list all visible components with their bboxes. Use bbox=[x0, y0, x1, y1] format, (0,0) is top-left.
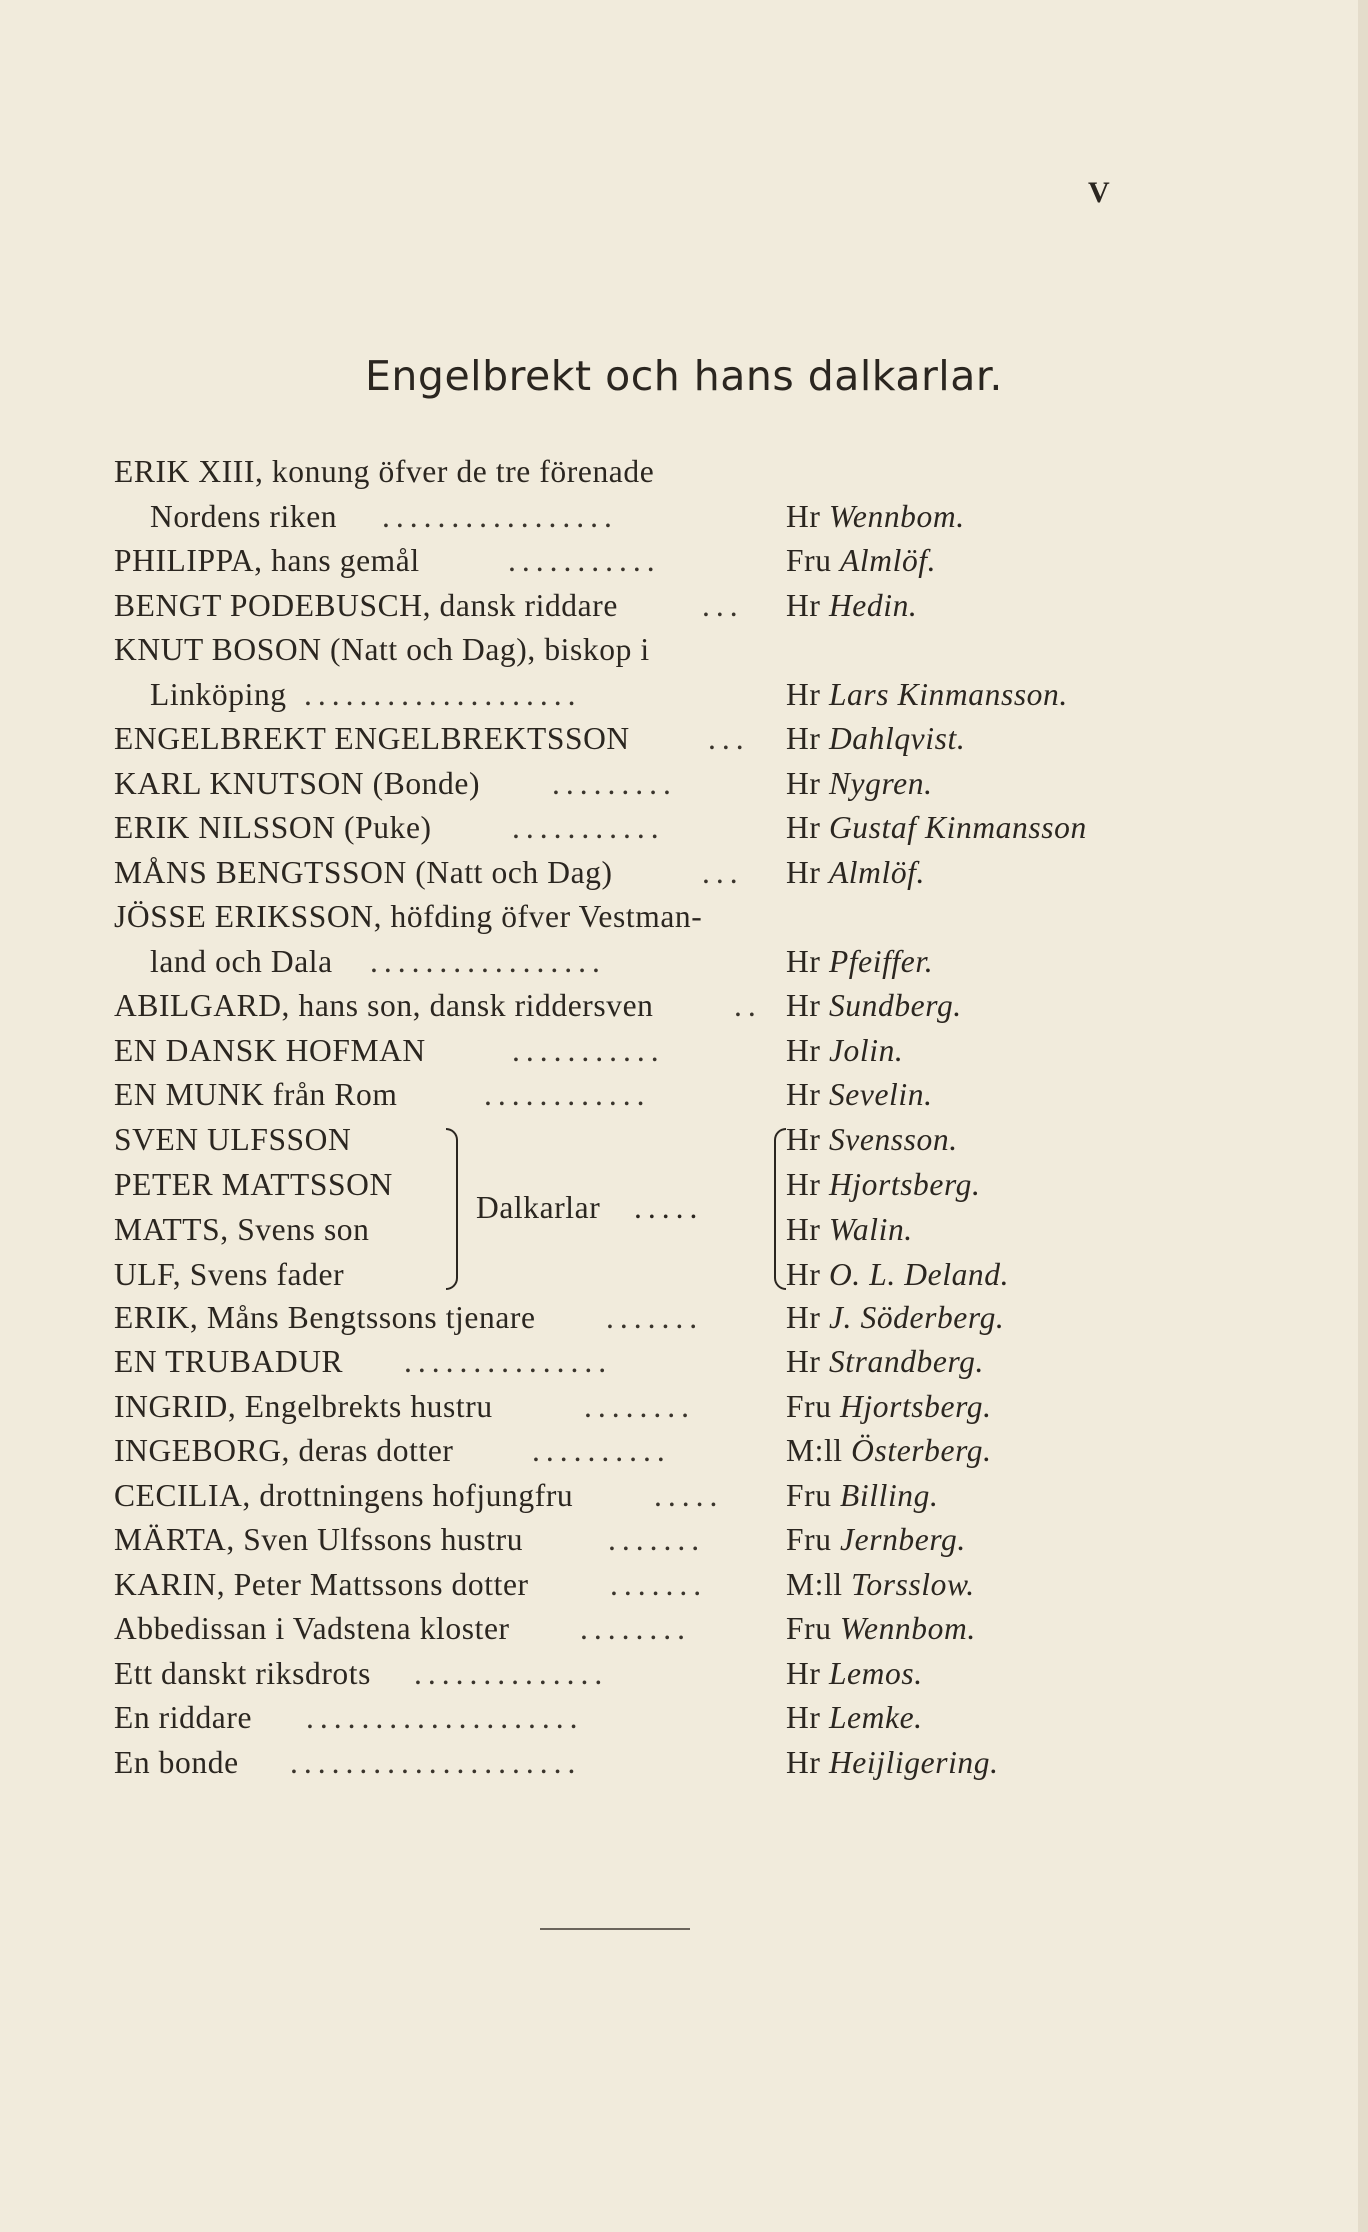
actor-title: Hr bbox=[786, 587, 821, 623]
role-name: INGRID, Engelbrekts hustru bbox=[114, 1388, 493, 1424]
role-name: Linköping bbox=[150, 676, 287, 712]
cast-entry bbox=[114, 895, 1264, 940]
leader-dots: .................... bbox=[304, 676, 582, 712]
cast-entry bbox=[114, 450, 1264, 495]
actor-name: Hjortsberg. bbox=[828, 1166, 981, 1202]
role-name: ERIK NILSSON (Puke) bbox=[114, 810, 432, 845]
role-name: Ett danskt riksdrots bbox=[114, 1655, 371, 1691]
actor-name: Sevelin. bbox=[828, 1077, 933, 1112]
actor-name: Walin. bbox=[828, 1211, 913, 1247]
leader-dots: ....... bbox=[610, 1566, 708, 1602]
cast-entry bbox=[114, 762, 1264, 807]
actor-name: Wennbom. bbox=[840, 1611, 976, 1646]
actor-name: Strandberg. bbox=[828, 1344, 984, 1379]
page-title: Engelbrekt och hans dalkarlar. bbox=[365, 352, 1003, 400]
leader-dots: ....... bbox=[606, 1299, 704, 1335]
actor-name: Almlöf. bbox=[840, 543, 937, 578]
cast-entry bbox=[114, 806, 1264, 851]
leader-dots: ........... bbox=[512, 1032, 665, 1068]
actor-title: Hr bbox=[786, 854, 821, 890]
actor-title: Hr bbox=[786, 1077, 821, 1112]
actor bbox=[786, 1300, 1004, 1336]
role-name: BENGT PODEBUSCH, dansk riddare bbox=[114, 587, 618, 623]
cast-entry bbox=[114, 717, 1264, 762]
actor-name: Österberg. bbox=[851, 1433, 992, 1468]
actor-name: Heijligering. bbox=[828, 1744, 999, 1780]
actor bbox=[786, 1745, 999, 1781]
leader-dots: ... bbox=[702, 854, 744, 890]
right-brace bbox=[774, 1128, 786, 1290]
leader-dots: ......... bbox=[552, 765, 677, 801]
actor bbox=[786, 855, 925, 891]
actor-title: Hr bbox=[786, 676, 821, 712]
role-name: SVEN ULFSSON bbox=[114, 1121, 352, 1157]
cast-entry bbox=[114, 1696, 1264, 1741]
cast-entry bbox=[114, 984, 1264, 1029]
leader-dots: .. bbox=[734, 988, 762, 1023]
cast-list bbox=[114, 450, 1264, 1785]
actor bbox=[786, 1212, 913, 1248]
actor bbox=[786, 810, 1087, 846]
role-name: ERIK XIII, konung öfver de tre förenade bbox=[114, 454, 655, 489]
cast-entry bbox=[114, 1029, 1264, 1074]
left-brace bbox=[446, 1128, 458, 1290]
cast-entry bbox=[114, 851, 1264, 896]
leader-dots: ............... bbox=[404, 1344, 613, 1379]
role-name: MÅNS BENGTSSON (Natt och Dag) bbox=[114, 854, 613, 890]
actor-title: Fru bbox=[786, 1611, 832, 1646]
role-name: KARIN, Peter Mattssons dotter bbox=[114, 1566, 529, 1602]
cast-entry bbox=[114, 584, 1264, 629]
actor-name: Almlöf. bbox=[828, 854, 926, 890]
role-name: land och Dala bbox=[150, 943, 333, 979]
leader-dots: .................... bbox=[306, 1700, 584, 1735]
role-name: KNUT BOSON (Natt och Dag), biskop i bbox=[114, 632, 650, 667]
role-name: EN TRUBADUR bbox=[114, 1344, 344, 1379]
role-name: En bonde bbox=[114, 1744, 239, 1780]
cast-entry bbox=[114, 1518, 1264, 1563]
actor-title: M:ll bbox=[786, 1433, 843, 1468]
role-name: EN MUNK från Rom bbox=[114, 1077, 398, 1112]
actor bbox=[786, 1389, 992, 1425]
actor-title: Hr bbox=[786, 1032, 821, 1068]
actor-title: Hr bbox=[786, 1211, 821, 1247]
actor-name: O. L. Deland. bbox=[828, 1256, 1010, 1292]
actor-name: J. Söderberg. bbox=[828, 1299, 1005, 1335]
role-name: INGEBORG, deras dotter bbox=[114, 1433, 454, 1468]
leader-dots: ... bbox=[702, 587, 744, 623]
actor bbox=[786, 721, 965, 757]
actor-name: Hedin. bbox=[828, 587, 918, 623]
role-name: MÄRTA, Sven Ulfssons hustru bbox=[114, 1522, 524, 1557]
actor bbox=[786, 1433, 992, 1469]
cast-entry-cont bbox=[114, 940, 1264, 985]
actor-title: Hr bbox=[786, 765, 821, 801]
actor bbox=[786, 543, 936, 579]
actor-name: Hjortsberg. bbox=[840, 1388, 992, 1424]
role-name: EN DANSK HOFMAN bbox=[114, 1032, 426, 1068]
cast-entry bbox=[114, 1474, 1264, 1519]
leader-dots: ............ bbox=[484, 1077, 651, 1112]
actor-title: Hr bbox=[786, 1344, 821, 1379]
actor bbox=[786, 1611, 976, 1647]
actor bbox=[786, 588, 917, 624]
actor-name: Torsslow. bbox=[851, 1566, 975, 1602]
actor bbox=[786, 1344, 984, 1380]
role-name: ENGELBREKT ENGELBREKTSSON bbox=[114, 721, 630, 756]
role-name: PETER MATTSSON bbox=[114, 1166, 393, 1202]
cast-entry bbox=[114, 1073, 1264, 1118]
cast-entry-cont bbox=[114, 673, 1264, 718]
actor-title: Fru bbox=[786, 543, 832, 578]
actor-name: Pfeiffer. bbox=[828, 943, 934, 979]
leader-dots: ....... bbox=[608, 1522, 706, 1557]
actor bbox=[786, 766, 933, 802]
cast-entry-cont bbox=[114, 495, 1264, 540]
cast-entry bbox=[114, 1429, 1264, 1474]
page-number: V bbox=[1088, 176, 1110, 209]
leader-dots: ................. bbox=[382, 498, 618, 534]
leader-dots: ................. bbox=[370, 943, 606, 979]
actor-title: Hr bbox=[786, 1744, 821, 1780]
actor-title: Hr bbox=[786, 988, 821, 1023]
cast-entry bbox=[114, 628, 1264, 673]
actor-title: Hr bbox=[786, 1256, 821, 1292]
actor bbox=[786, 677, 1068, 713]
actor-title: Hr bbox=[786, 943, 821, 979]
dalkarlar-group bbox=[114, 1118, 1264, 1296]
role-name: En riddare bbox=[114, 1700, 253, 1735]
actor-title: Hr bbox=[786, 498, 821, 534]
cast-entry bbox=[114, 539, 1264, 584]
cast-entry bbox=[114, 1296, 1264, 1341]
group-label: Dalkarlar bbox=[476, 1189, 601, 1225]
actor-name: Billing. bbox=[840, 1477, 939, 1513]
cast-entry bbox=[114, 1652, 1264, 1697]
actor bbox=[786, 1567, 975, 1603]
leader-dots: ........ bbox=[580, 1611, 691, 1646]
actor-name: Lemke. bbox=[828, 1700, 923, 1735]
role-name: ABILGARD, hans son, dansk riddersven bbox=[114, 988, 654, 1023]
actor-title: M:ll bbox=[786, 1566, 843, 1602]
role-name: JÖSSE ERIKSSON, höfding öfver Vestman- bbox=[114, 899, 703, 934]
actor bbox=[786, 1656, 923, 1692]
cast-entry bbox=[114, 1340, 1264, 1385]
leader-dots: ..... bbox=[634, 1189, 704, 1225]
role-name: Nordens riken bbox=[150, 498, 338, 534]
actor-title: Hr bbox=[786, 810, 821, 845]
actor-name: Lemos. bbox=[828, 1655, 923, 1691]
page-edge bbox=[1358, 0, 1368, 2232]
leader-dots: ..................... bbox=[290, 1744, 582, 1780]
actor-title: Hr bbox=[786, 1299, 821, 1335]
actor-name: Dahlqvist. bbox=[828, 721, 966, 756]
role-name: ERIK, Måns Bengtssons tjenare bbox=[114, 1299, 536, 1335]
leader-dots: ........... bbox=[508, 543, 661, 578]
actor-name: Jernberg. bbox=[840, 1522, 966, 1557]
leader-dots: .............. bbox=[414, 1655, 609, 1691]
actor bbox=[786, 1077, 933, 1113]
actor-title: Fru bbox=[786, 1388, 832, 1424]
actor-name: Gustaf Kinmansson bbox=[828, 810, 1087, 845]
cast-entry bbox=[114, 1607, 1264, 1652]
actor-name: Jolin. bbox=[828, 1032, 904, 1068]
leader-dots: ..... bbox=[654, 1477, 724, 1513]
actor-title: Fru bbox=[786, 1522, 832, 1557]
actor bbox=[786, 1700, 923, 1736]
cast-entry bbox=[114, 1741, 1264, 1786]
cast-entry bbox=[114, 1563, 1264, 1608]
actor-title: Hr bbox=[786, 721, 821, 756]
leader-dots: ........... bbox=[512, 810, 665, 845]
role-name: MATTS, Svens son bbox=[114, 1211, 370, 1247]
actor bbox=[786, 1478, 938, 1514]
actor bbox=[786, 1122, 958, 1158]
role-name: KARL KNUTSON (Bonde) bbox=[114, 765, 481, 801]
actor bbox=[786, 1033, 903, 1069]
leader-dots: .......... bbox=[532, 1433, 671, 1468]
actor bbox=[786, 988, 962, 1024]
actor bbox=[786, 944, 933, 980]
role-name: PHILIPPA, hans gemål bbox=[114, 543, 420, 578]
divider-rule bbox=[540, 1928, 690, 1930]
actor-name: Nygren. bbox=[828, 765, 933, 801]
role-name: ULF, Svens fader bbox=[114, 1256, 345, 1292]
actor-name: Wennbom. bbox=[828, 498, 965, 534]
actor-title: Hr bbox=[786, 1700, 821, 1735]
actor-name: Lars Kinmansson. bbox=[828, 676, 1068, 712]
actor-title: Hr bbox=[786, 1166, 821, 1202]
leader-dots: ... bbox=[708, 721, 750, 756]
role-name: Abbedissan i Vadstena kloster bbox=[114, 1611, 510, 1646]
actor bbox=[786, 499, 965, 535]
actor bbox=[786, 1257, 1009, 1293]
actor bbox=[786, 1167, 981, 1203]
actor-title: Hr bbox=[786, 1655, 821, 1691]
actor bbox=[786, 1522, 966, 1558]
cast-entry bbox=[114, 1385, 1264, 1430]
actor-name: Sundberg. bbox=[828, 988, 962, 1023]
actor-name: Svensson. bbox=[828, 1121, 958, 1157]
actor-title: Fru bbox=[786, 1477, 832, 1513]
role-name: CECILIA, drottningens hofjungfru bbox=[114, 1477, 574, 1513]
actor-title: Hr bbox=[786, 1121, 821, 1157]
leader-dots: ........ bbox=[584, 1388, 695, 1424]
